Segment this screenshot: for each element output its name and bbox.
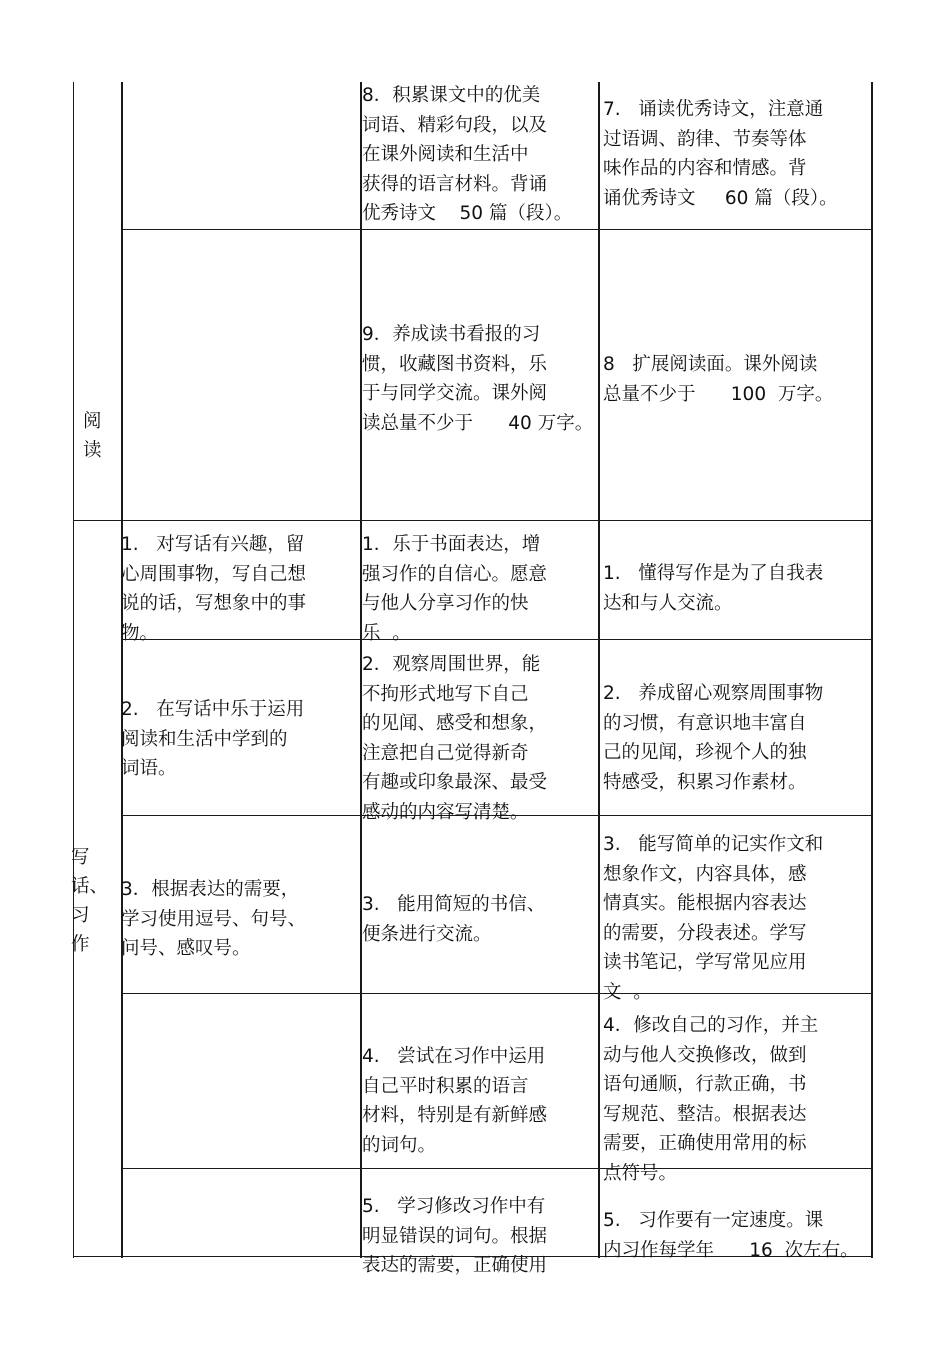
reading-row-2-grade-3-4: 9．养成读书看报的习 惯，收藏图书资料，乐 于与同学交流。课外阅 读总量不少于 40 万字。 (362, 324, 594, 434)
reading-row-1-grade-3-4: 8．积累课文中的优美 词语、精彩句段，以及 在课外阅读和生活中 获得的语言材料。背诵 优秀诗文 50 篇（段）。 (362, 85, 573, 224)
writing-row-2-grade-3-4: 2．观察周围世界，能 不拘形式地写下自己 的见闻、感受和想象， 注意把自己觉得新奇 有趣或印象最深、最受 感动的内容写清楚。 (362, 654, 548, 823)
reading-row-2-grade-5-6: 8 扩展阅读面。课外阅读 总量不少于 100 万字。 (603, 354, 834, 405)
row-divider (73, 520, 873, 521)
reading-row-1-grade-5-6: 7. 诵读优秀诗文，注意通 过语调、韵律、节奏等体 味作品的内容和情感。背 诵优秀诗文 60 篇（段）。 (603, 99, 838, 209)
writing-row-1-grade-1-2: 1. 对写话有兴趣，留 心周围事物，写自己想 说的话，写想象中的事 物。 (121, 534, 307, 644)
table-border-left (73, 82, 74, 1258)
row-divider (121, 229, 873, 230)
writing-row-5-grade-5-6: 5. 习作要有一定速度。课 内习作每学年 16 次左右。 (603, 1210, 859, 1261)
writing-row-3-grade-3-4: 3. 能用简短的书信、 便条进行交流。 (362, 894, 546, 945)
table-border-right (871, 82, 873, 1258)
table-column-divider-3 (598, 82, 600, 1258)
writing-row-3-grade-5-6: 3. 能写简单的记实作文和 想象作文，内容具体，感 情真实。能根据内容表达 的需要，分段表述。学写 读书笔记，学写常见应用 文 。 (603, 834, 824, 1003)
section-label-writing: 写 话、 习 作 (71, 847, 109, 955)
writing-row-1-grade-5-6: 1. 懂得写作是为了自我表 达和与人交流。 (603, 563, 824, 614)
writing-row-3-grade-1-2: 3．根据表达的需要， 学习使用逗号、句号、 问号、感叹号。 (121, 879, 307, 959)
writing-row-2-grade-1-2: 2. 在写话中乐于运用 阅读和生活中学到的 词语。 (121, 699, 305, 779)
writing-row-5-grade-3-4: 5. 学习修改习作中有 明显错误的词句。根据 表达的需要，正确使用 (362, 1196, 548, 1276)
table-column-divider-1 (121, 82, 123, 1258)
writing-row-4-grade-3-4: 4. 尝试在习作中运用 自己平时积累的语言 材料，特别是有新鲜感 的词句。 (362, 1046, 548, 1156)
writing-row-1-grade-3-4: 1．乐于书面表达，增 强习作的自信心。愿意 与他人分享习作的快 乐 。 (362, 534, 548, 644)
section-label-reading: 阅 读 (83, 411, 102, 461)
writing-row-4-grade-5-6: 4．修改自己的习作，并主 动与他人交换修改，做到 语句通顺，行款正确，书 写规范、整洁。根据表达 需要，正确使用常用的标 点符号。 (603, 1015, 819, 1184)
writing-row-2-grade-5-6: 2. 养成留心观察周围事物 的习惯，有意识地丰富自 己的见闻，珍视个人的独 特感受，积累习作素材。 (603, 683, 824, 793)
